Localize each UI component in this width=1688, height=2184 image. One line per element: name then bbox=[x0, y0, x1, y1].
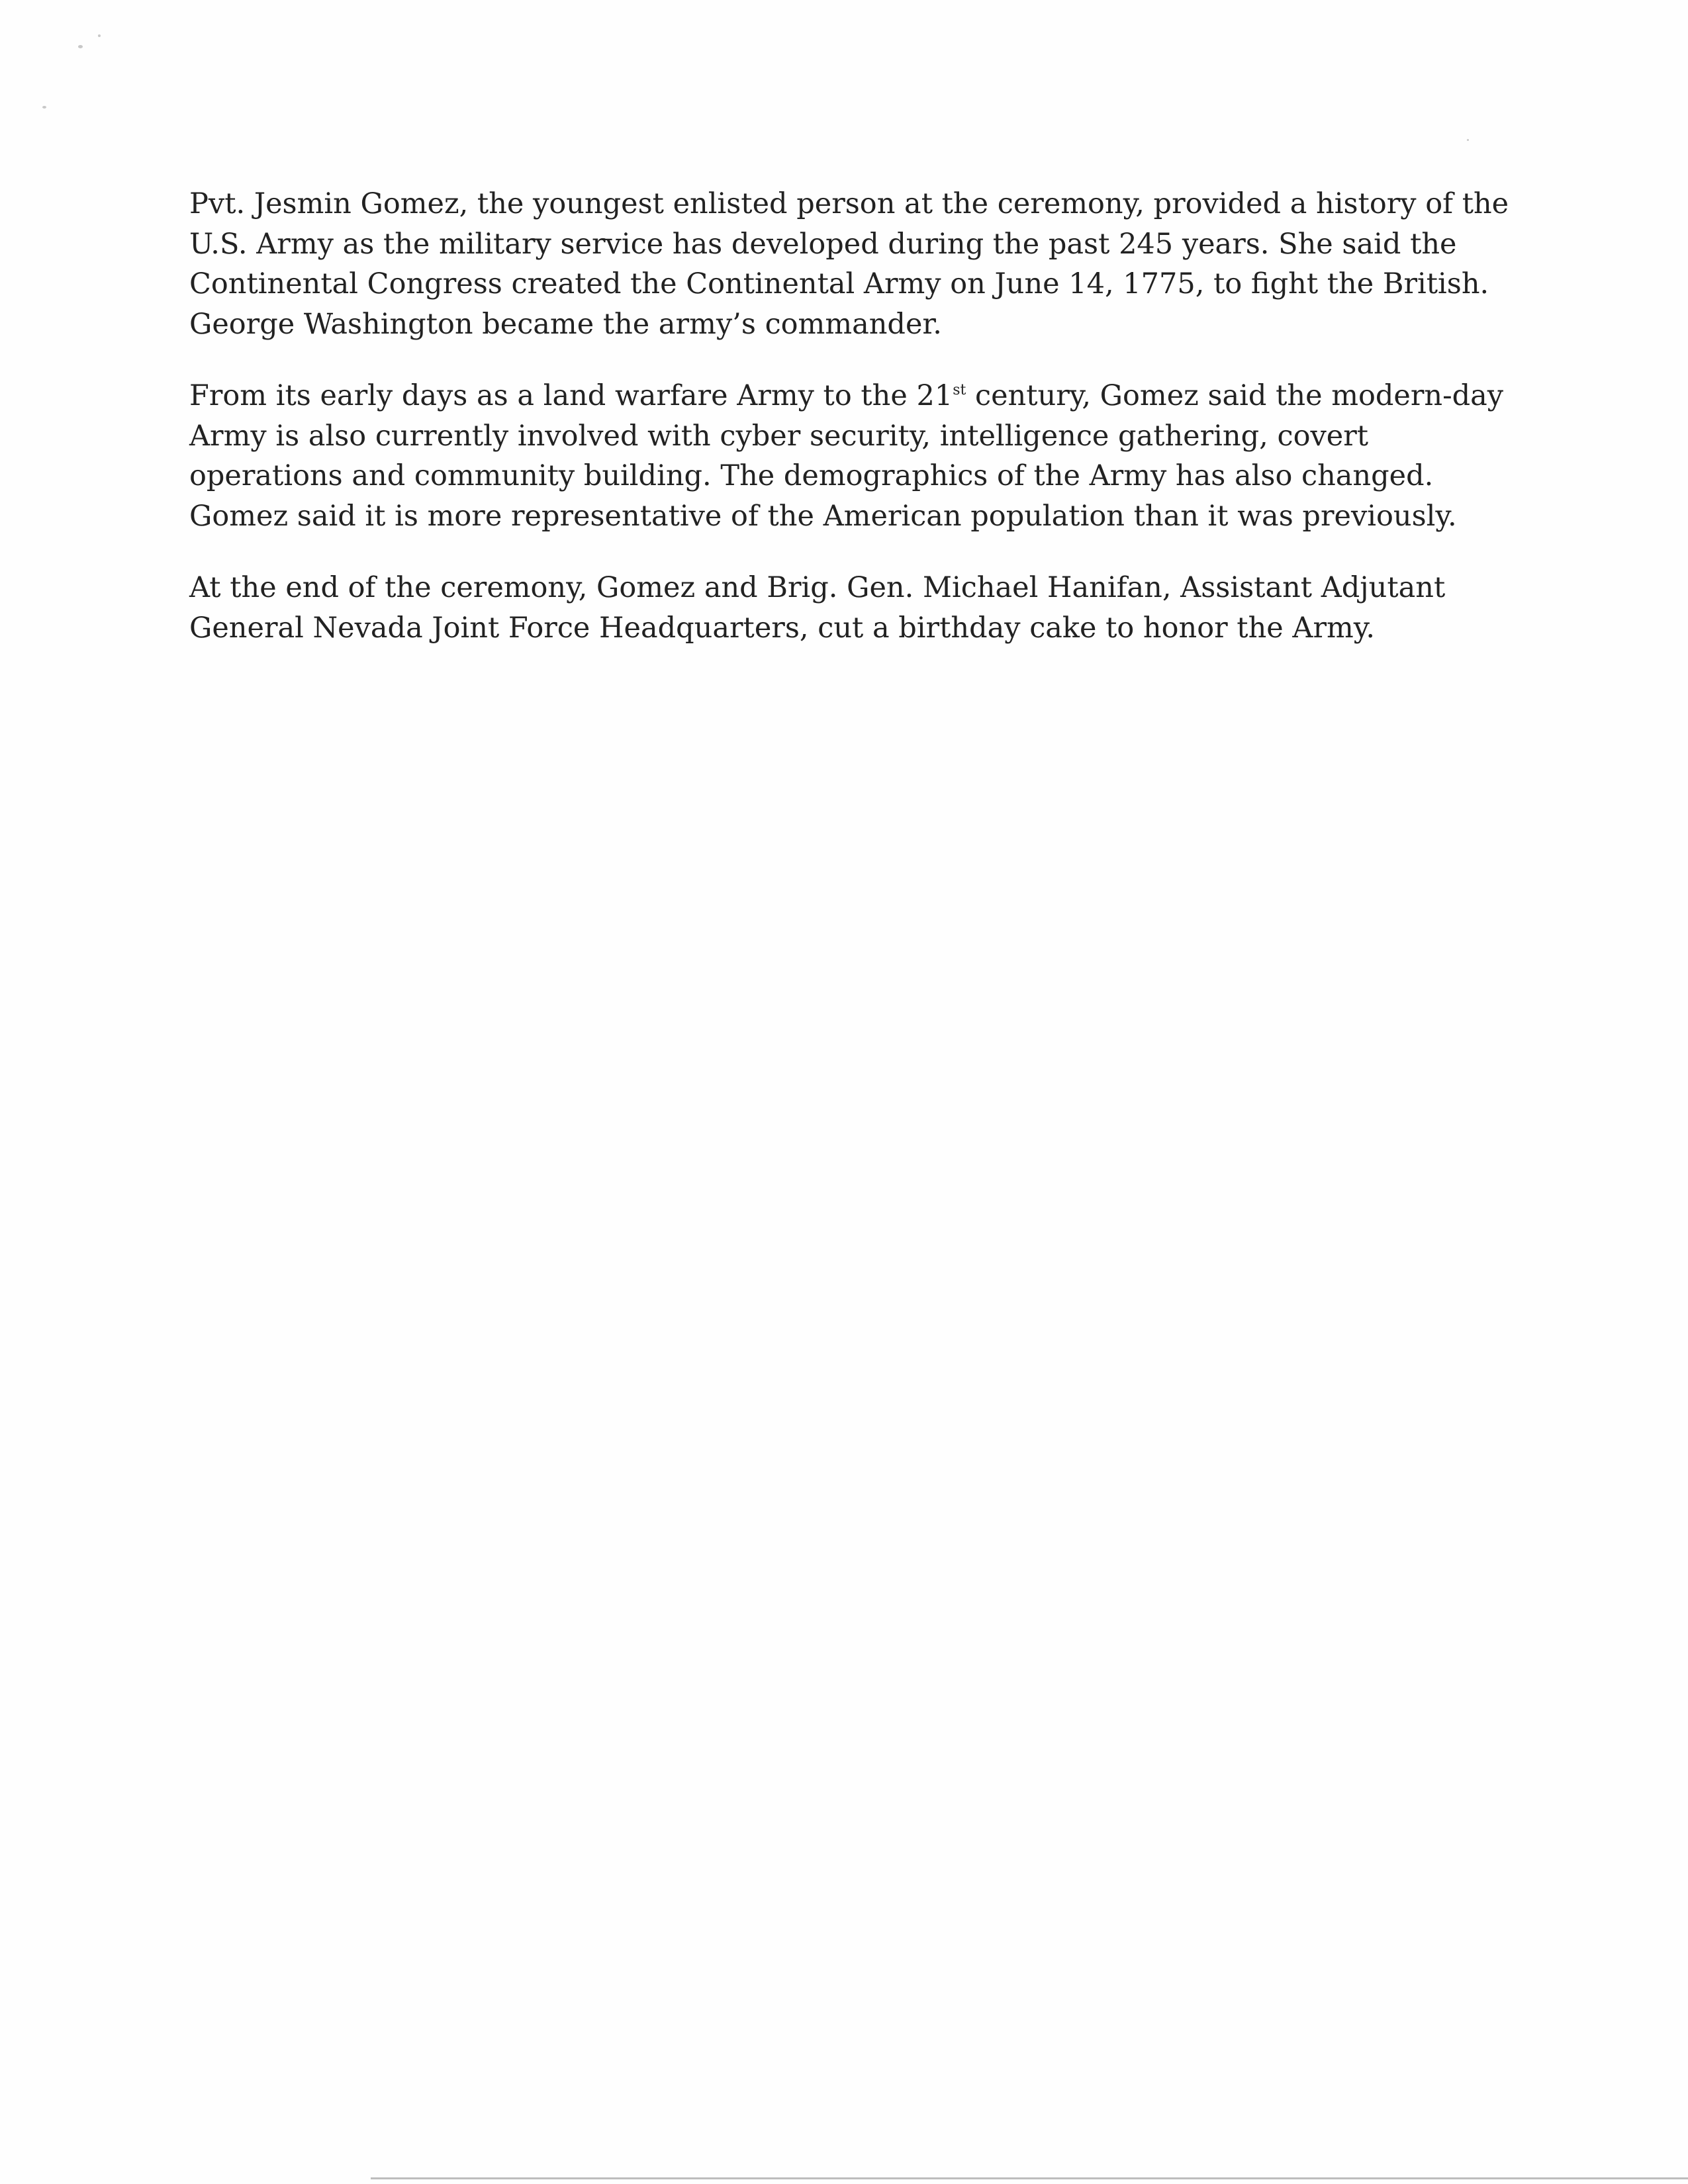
text-line: U.S. Army as the military service has developed during the past 245 years. She said the bbox=[189, 227, 1457, 261]
scan-speck bbox=[98, 34, 101, 37]
paragraph-ceremony-end bbox=[189, 568, 1513, 648]
text-line: Gomez said it is more representative of the American population than it was previously. bbox=[189, 499, 1457, 533]
paragraph-modern-army bbox=[189, 376, 1513, 536]
text-line: Army is also currently involved with cyber security, intelligence gathering, covert bbox=[189, 419, 1369, 453]
text-line: General Nevada Joint Force Headquarters, cut a birthday cake to honor the Army. bbox=[189, 611, 1376, 645]
text-line: At the end of the ceremony, Gomez and Brig. Gen. Michael Hanifan, Assistant Adjutant bbox=[189, 571, 1446, 604]
text-line: operations and community building. The demographics of the Army has also changed. bbox=[189, 459, 1434, 492]
text-line bbox=[189, 376, 1513, 416]
text-line: Continental Congress created the Continental Army on June 14, 1775, to fight the British. bbox=[189, 267, 1489, 300]
scan-speck bbox=[78, 45, 83, 48]
scan-speck bbox=[1467, 139, 1469, 141]
text-segment: century, Gomez said the modern-day bbox=[966, 379, 1504, 412]
scan-speck bbox=[42, 106, 46, 109]
text-line: George Washington became the army’s commander. bbox=[189, 307, 942, 341]
text-line: Pvt. Jesmin Gomez, the youngest enlisted person at the ceremony, provided a history of the bbox=[189, 187, 1509, 220]
scan-bottom-edge bbox=[371, 2177, 1688, 2179]
article-body bbox=[189, 184, 1513, 680]
paragraph-history bbox=[189, 184, 1513, 344]
text-segment: From its early days as a land warfare Army to the 21 bbox=[189, 379, 953, 412]
ordinal-suffix: st bbox=[953, 382, 966, 398]
